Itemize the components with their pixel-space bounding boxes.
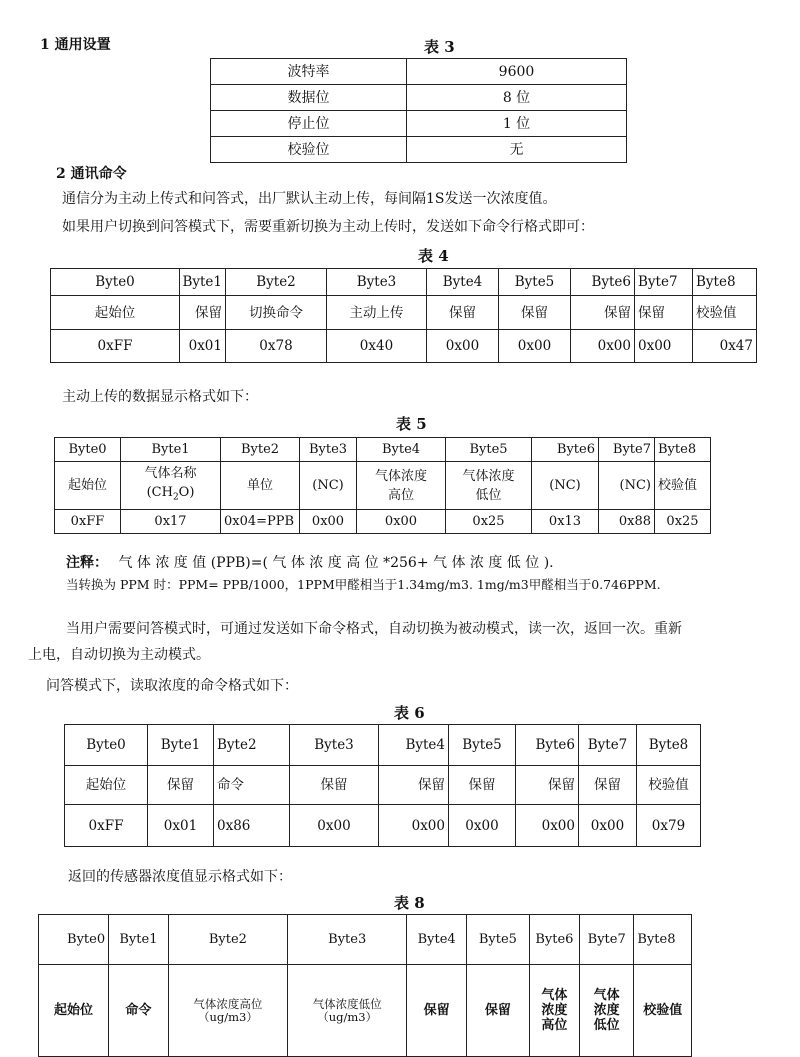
column-header: Byte1 [148,725,214,766]
table-cell: 0x17 [121,510,221,534]
table-cell: 保留 [290,766,379,805]
column-header: Byte8 [655,438,711,462]
column-header: Byte0 [65,725,148,766]
note-line: 当转换为 PPM 时：PPM= PPB/1000，1PPM甲醛相当于1.34mg/m3. 1mg/m3甲醛相当于0.746PPM. [66,577,661,592]
column-header: Byte2 [214,725,290,766]
table-cell [446,462,532,510]
paragraph: 当用户需要问答模式时，可通过发送如下命令格式，自动切换为被动模式，读一次，返回一次。重新 [66,621,682,637]
table-cell: 0xFF [65,805,148,847]
table-cell [579,965,633,1057]
table-row [51,330,757,363]
column-header: Byte0 [55,438,121,462]
column-header: Byte4 [427,269,499,296]
column-header: Byte1 [109,915,169,965]
table-cell: 0x88 [599,510,655,534]
table6 [64,724,701,847]
table-cell: 0x00 [290,805,379,847]
table-cell: 1 位 [407,111,627,137]
table-cell: 起始位 [55,462,121,510]
table-cell: 0x04=PPB [221,510,300,534]
cell-line: 气体名称 [144,465,197,481]
table3 [210,58,627,163]
table-row [65,805,701,847]
note-formula: 气 体 浓 度 值 (PPB)=( 气 体 浓 度 高 位 *256+ 气 体 浓 度 低 位 ). [118,555,554,571]
column-header: Byte4 [357,438,446,462]
column-header: Byte7 [599,438,655,462]
table-cell: 0x78 [226,330,327,363]
cell-line: 高位 [387,487,414,503]
table6-intro: 问答模式下，读取浓度的命令格式如下： [46,678,298,694]
table-row [55,462,711,510]
column-header: Byte3 [288,915,407,965]
column-header: Byte4 [407,915,467,965]
column-header: Byte8 [637,725,701,766]
column-header: Byte5 [446,438,532,462]
table-cell: 校验值 [693,296,757,330]
table-cell: 保留 [449,766,516,805]
table-cell: 0x47 [693,330,757,363]
table-header-row [51,269,757,296]
table-row [211,137,627,163]
table-row [211,85,627,111]
table-cell: 保留 [516,766,579,805]
table-cell: (NC) [599,462,655,510]
table-cell: 保留 [180,296,226,330]
table-row [39,965,692,1057]
table4-caption: 表 4 [418,247,449,265]
table-cell: 0x00 [300,510,357,534]
formula-part: O) [178,484,195,500]
table-cell: 0x40 [327,330,427,363]
table5 [54,437,711,534]
section1-heading: 1 通用设置 [40,37,111,53]
table-cell: 0x00 [357,510,446,534]
table3-caption: 表 3 [424,38,455,56]
note-line [66,554,554,572]
table-cell: 切换命令 [226,296,327,330]
table-cell: 停止位 [211,111,407,137]
cell-line: 气体 [541,988,568,1003]
table-cell: 9600 [407,59,627,85]
column-header: Byte5 [499,269,571,296]
column-header: Byte3 [327,269,427,296]
table-cell: 0x25 [446,510,532,534]
table-cell: 8 位 [407,85,627,111]
cell-line: 低位 [475,487,502,503]
table-row [65,766,701,805]
column-header: Byte5 [449,725,516,766]
table-row [51,296,757,330]
column-header: Byte2 [221,438,300,462]
table-header-row [65,725,701,766]
table-cell: 主动上传 [327,296,427,330]
cell-line: 气体浓度低位 [312,996,382,1011]
table-cell: 0xFF [51,330,180,363]
column-header: Byte8 [693,269,757,296]
table-cell: 0x01 [148,805,214,847]
column-header: Byte3 [290,725,379,766]
table-cell: 0x13 [532,510,599,534]
table-cell [529,965,579,1057]
table-cell: 保留 [635,296,693,330]
column-header: Byte6 [571,269,635,296]
column-header: Byte0 [39,915,109,965]
table-cell: 保留 [407,965,467,1057]
table-cell [121,462,221,510]
column-header: Byte7 [579,915,633,965]
table-cell [357,462,446,510]
column-header: Byte4 [379,725,449,766]
table-cell: 起始位 [39,965,109,1057]
table-row [211,59,627,85]
cell-line: 浓度 [541,1003,568,1018]
table-cell: 保留 [571,296,635,330]
table-cell: 0x00 [379,805,449,847]
table-cell: 波特率 [211,59,407,85]
column-header: Byte6 [529,915,579,965]
table-cell [288,965,407,1057]
column-header: Byte7 [635,269,693,296]
table-cell: 0x25 [655,510,711,534]
table-cell: 保留 [466,965,529,1057]
column-header: Byte1 [121,438,221,462]
table-cell: 0x00 [579,805,637,847]
table-cell: 校验值 [655,462,711,510]
table8-caption: 表 8 [394,894,425,912]
note-label: 注释： [66,555,108,571]
table-cell: (NC) [300,462,357,510]
paragraph: 通信分为主动上传式和问答式，出厂默认主动上传，每间隔1S发送一次浓度值。 [62,191,557,207]
table-cell [168,965,287,1057]
table6-caption: 表 6 [394,704,425,722]
table-cell: 保留 [379,766,449,805]
table-cell: 0x86 [214,805,290,847]
table-cell: 0x00 [427,330,499,363]
table-cell: 命令 [214,766,290,805]
cell-line: 气体浓度 [462,468,515,484]
table-cell: 单位 [221,462,300,510]
table5-caption: 表 5 [396,415,427,433]
table-cell: 无 [407,137,627,163]
table5-intro: 主动上传的数据显示格式如下： [62,389,258,405]
table-row [211,111,627,137]
column-header: Byte6 [532,438,599,462]
table-row [55,510,711,534]
table-cell: 0x00 [635,330,693,363]
section2-heading: 2 通讯命令 [56,166,127,182]
table-cell: 起始位 [51,296,180,330]
cell-line: 气体 [593,988,620,1003]
column-header: Byte3 [300,438,357,462]
table-cell: 0x00 [571,330,635,363]
table-cell: 0x00 [499,330,571,363]
table-cell: 起始位 [65,766,148,805]
table-cell: 0x00 [516,805,579,847]
table-cell: 校验值 [637,766,701,805]
table8 [38,914,692,1057]
table-cell: 0x01 [180,330,226,363]
cell-line: （ug/m3） [317,1009,378,1024]
table4 [50,268,757,363]
table-cell: 校验位 [211,137,407,163]
column-header: Byte6 [516,725,579,766]
column-header: Byte5 [466,915,529,965]
cell-line: 浓度 [593,1003,620,1018]
column-header: Byte7 [579,725,637,766]
column-header: Byte8 [634,915,692,965]
cell-line: 气体浓度高位 [193,996,263,1011]
column-header: Byte0 [51,269,180,296]
table-header-row [55,438,711,462]
table-cell: 保留 [499,296,571,330]
table-cell: 保留 [579,766,637,805]
cell-line: （ug/m3） [197,1009,258,1024]
table-cell: 校验值 [634,965,692,1057]
paragraph: 上电，自动切换为主动模式。 [28,647,210,663]
column-header: Byte2 [168,915,287,965]
column-header: Byte1 [180,269,226,296]
formula-part: (CH [146,484,173,500]
table8-intro: 返回的传感器浓度值显示格式如下： [68,869,292,885]
table-header-row [39,915,692,965]
table-cell: 保留 [427,296,499,330]
table-cell: 0x00 [449,805,516,847]
table-cell: 命令 [109,965,169,1057]
paragraph: 如果用户切换到问答模式下，需要重新切换为主动上传时，发送如下命令行格式即可： [62,219,594,235]
column-header: Byte2 [226,269,327,296]
table-cell: 0xFF [55,510,121,534]
cell-line: 低位 [593,1018,620,1033]
table-cell: (NC) [532,462,599,510]
formula-subscript: 2 [172,492,179,503]
table-cell: 0x79 [637,805,701,847]
cell-line: 气体浓度 [374,468,427,484]
table-cell: 数据位 [211,85,407,111]
chemical-formula [121,485,220,506]
cell-line: 高位 [541,1018,568,1033]
table-cell: 保留 [148,766,214,805]
